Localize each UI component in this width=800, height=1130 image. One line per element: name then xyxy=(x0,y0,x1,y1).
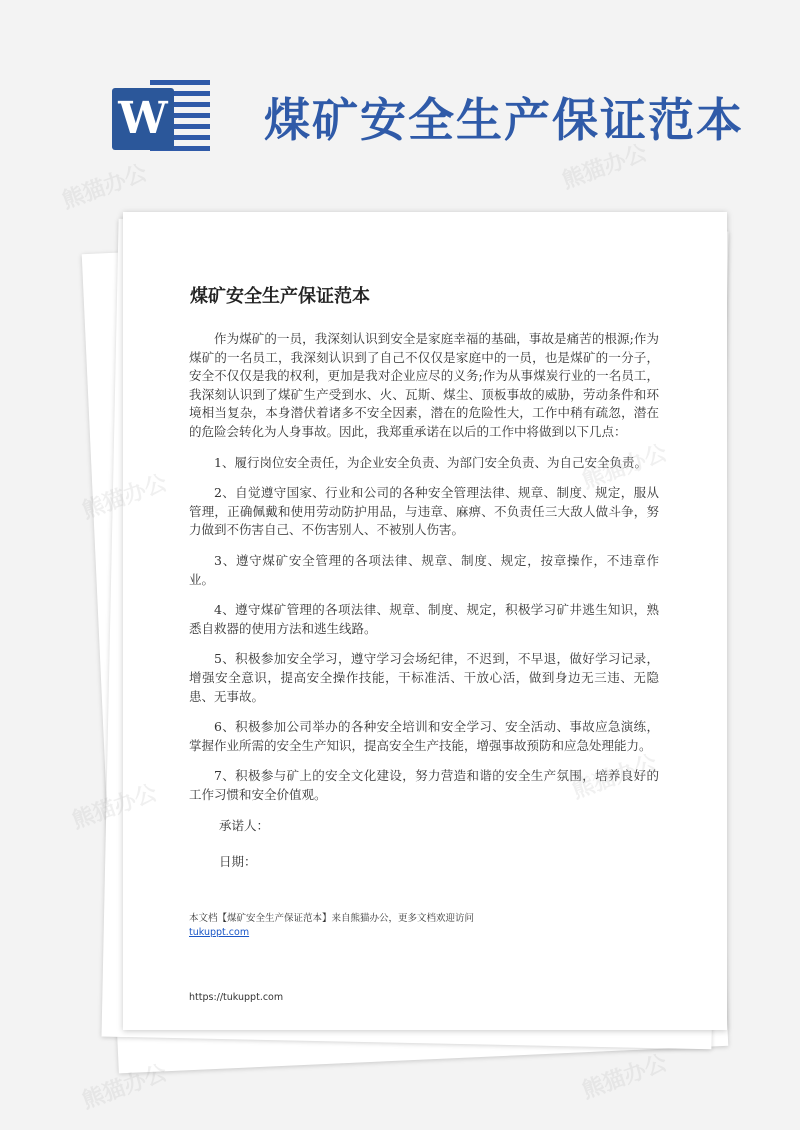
footer-note xyxy=(189,912,474,940)
watermark-1: 熊猫办公 xyxy=(59,160,151,215)
logo-letter: W xyxy=(112,88,174,150)
paragraph-4: 4、遵守煤矿管理的各项法律、规章、制度、规定，积极学习矿井逃生知识，熟悉自救器的使用方法和逃生线路。 xyxy=(189,602,659,636)
document-title: 煤矿安全生产保证范本 xyxy=(190,286,370,307)
watermark-8: 熊猫办公 xyxy=(579,1050,671,1105)
paragraph-6: 6、积极参加公司举办的各种安全培训和安全学习、安全活动、事故应急演练，掌握作业所需的安全生产知识，提高安全生产技能，增强事故预防和应急处理能力。 xyxy=(189,719,659,753)
header-title: 煤矿安全生产保证范本 xyxy=(264,93,744,147)
document-page xyxy=(123,212,727,1030)
paragraph-7: 7、积极参与矿上的安全文化建设，努力营造和谐的安全生产氛围，培养良好的工作习惯和安全价值观。 xyxy=(189,768,659,802)
word-logo-icon xyxy=(112,78,212,162)
paragraph-intro: 作为煤矿的一员，我深刻认识到安全是家庭幸福的基础，事故是痛苦的根源;作为煤矿的一名员工，我深刻认识到了自己不仅仅是家庭中的一员，也是煤矿的一分子，安全不仅仅是我的权利，更加是我对企业应尽的义务;作为从事煤炭行业的一名员工，我深刻认识到了煤矿生产受到水、火、瓦斯、煤尘、顶板事故的威胁，劳动条件和环境相当复杂，本身潜伏着诸多不安全因素，潜在的危险性大，工作中稍有疏忽，潜在的危险会转化为人身事故。因此，我郑重承诺在以后的工作中将做到以下几点： xyxy=(189,331,659,439)
watermark-2: 熊猫办公 xyxy=(559,140,651,195)
paragraph-1: 1、履行岗位安全责任，为企业安全负责、为部门安全负责、为自己安全负责。 xyxy=(214,454,647,470)
promisor-label: 承诺人： xyxy=(219,818,270,834)
paragraph-5: 5、积极参加安全学习，遵守学习会场纪律，不迟到，不早退，做好学习记录，增强安全意识，提高安全操作技能，干标准活、干放心活，做到身边无三违、无隐患、无事故。 xyxy=(189,651,659,704)
footer-note-text: 本文档【煤矿安全生产保证范本】来自熊猫办公，更多文档欢迎访问 xyxy=(189,913,475,924)
paragraph-2: 2、自觉遵守国家、行业和公司的各种安全管理法律、规章、制度、规定，服从管理，正确佩戴和使用劳动防护用品，与违章、麻痹、不负责任三大敌人做斗争，努力做到不伤害自己、不伤害别人、不被别人伤害。 xyxy=(189,485,659,538)
footer-url: https://tukuppt.com xyxy=(189,992,284,1003)
document-body xyxy=(189,330,659,888)
date-label: 日期： xyxy=(219,854,257,870)
paragraph-3: 3、遵守煤矿安全管理的各项法律、规章、制度、规定，按章操作，不违章作业。 xyxy=(189,552,659,587)
footer-link[interactable]: tukuppt.com xyxy=(189,927,250,938)
watermark-7: 熊猫办公 xyxy=(79,1060,171,1115)
